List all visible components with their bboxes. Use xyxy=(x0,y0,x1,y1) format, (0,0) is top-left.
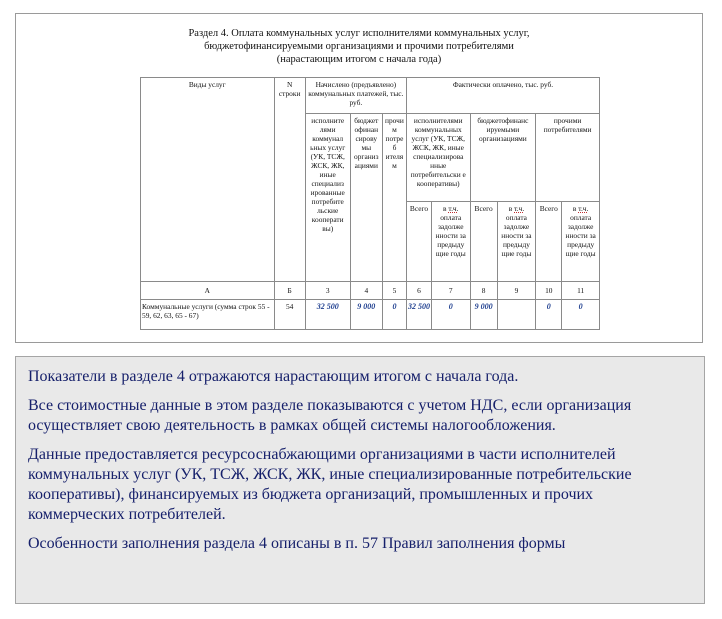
value-col-9 xyxy=(497,300,536,330)
vtch-abbr: т.ч. xyxy=(448,204,459,213)
value-col-6: 32 500 xyxy=(406,300,431,330)
vtch-rest: оплата задолже нности за предыду щие годы xyxy=(435,213,466,258)
section-4-table xyxy=(140,77,600,330)
value-col-10: 0 xyxy=(536,300,562,330)
note-paragraph-4: Особенности заполнения раздела 4 описаны в п. 57 Правил заполнения формы xyxy=(28,535,566,552)
header-ispolnitelyami-sub: исполните лями коммунал ьных услуг (УК, ТСЖ, ЖСК, ЖК, иные специализ ированные потребите льские кооперати вы) xyxy=(305,114,350,282)
code-cell: 7 xyxy=(431,282,470,300)
row-name: Коммунальные услуги (сумма строк 55 - 59, 62, 63, 65 - 67) xyxy=(141,300,275,330)
vtch-abbr: т.ч. xyxy=(514,204,525,213)
code-cell: 9 xyxy=(497,282,536,300)
value-col-4: 9 000 xyxy=(350,300,382,330)
header-vsego-3: Всего xyxy=(536,202,562,282)
vtch-prefix: в xyxy=(572,204,577,213)
code-cell: Б xyxy=(274,282,305,300)
section-title-line-2: бюджетофинансируемыми организациями и прочими потребителями xyxy=(204,41,514,52)
header-prochim-sub: прочи м потреб ителя м xyxy=(382,114,406,282)
value-col-8: 9 000 xyxy=(470,300,497,330)
note-paragraph-3: Данные предоставляется ресурсоснабжающими организациями в части исполнителей коммунальных услуг (УК, ТСЖ, ЖСК, ЖК, иные специализированные потребительские кооперативы), финансируемых из бюджета организаций, промышленных и прочих коммерческих потребителей. xyxy=(28,446,632,523)
code-cell: 8 xyxy=(470,282,497,300)
header-ispolnitelyami-group: исполнителями коммунальных услуг (УК, ТСЖ, ЖСК, ЖК, иные специализирова нные потребительски е кооперативы) xyxy=(406,114,470,202)
note-paragraph-1: Показатели в разделе 4 отражаются нарастающим итогом с начала года. xyxy=(28,368,519,385)
header-vtch-2 xyxy=(497,202,536,282)
header-byudzhet-sub: бюджет офинан сирову мы организ ациями xyxy=(350,114,382,282)
value-col-11: 0 xyxy=(562,300,600,330)
code-cell: 10 xyxy=(536,282,562,300)
section-title xyxy=(16,27,702,66)
header-vtch-3 xyxy=(562,202,600,282)
value-col-3: 32 500 xyxy=(305,300,350,330)
vtch-abbr: т.ч. xyxy=(578,204,589,213)
value-col-5: 0 xyxy=(382,300,406,330)
header-vsego-1: Всего xyxy=(406,202,431,282)
header-vsego-2: Всего xyxy=(470,202,497,282)
form-excerpt-image xyxy=(15,13,703,343)
code-cell: 4 xyxy=(350,282,382,300)
vtch-prefix: в xyxy=(508,204,513,213)
code-cell: 6 xyxy=(406,282,431,300)
header-n-stroki: N строки xyxy=(274,78,305,282)
vtch-rest: оплата задолже нности за предыду щие годы xyxy=(501,213,532,258)
vtch-prefix: в xyxy=(443,204,447,213)
code-cell: 11 xyxy=(562,282,600,300)
row-n: 54 xyxy=(274,300,305,330)
value-col-7: 0 xyxy=(431,300,470,330)
vtch-rest: оплата задолже нности за предыду щие годы xyxy=(565,213,596,258)
section-title-line-3: (нарастающим итогом с начала года) xyxy=(276,54,442,65)
header-prochim-group: прочими потребителями xyxy=(536,114,600,202)
section-title-line-1: Раздел 4. Оплата коммунальных услуг исполнителями коммунальных услуг, xyxy=(188,28,530,39)
header-vtch-1 xyxy=(431,202,470,282)
notes-box xyxy=(15,356,705,604)
header-vidy-uslug: Виды услуг xyxy=(141,78,275,282)
header-byudzhet-group: бюджетофинанс ируемыми организациями xyxy=(470,114,536,202)
code-cell: 5 xyxy=(382,282,406,300)
note-paragraph-2: Все стоимостные данные в этом разделе показываются с учетом НДС, если организация осуществляет свою деятельность в рамках общей системы налогообложения. xyxy=(28,397,632,434)
code-cell: 3 xyxy=(305,282,350,300)
header-nachisleno: Начислено (предъявлено) коммунальных платежей, тыс. руб. xyxy=(305,78,406,114)
header-fakticheski-oplacheno: Фактически оплачено, тыс. руб. xyxy=(406,78,599,114)
code-cell: А xyxy=(141,282,275,300)
